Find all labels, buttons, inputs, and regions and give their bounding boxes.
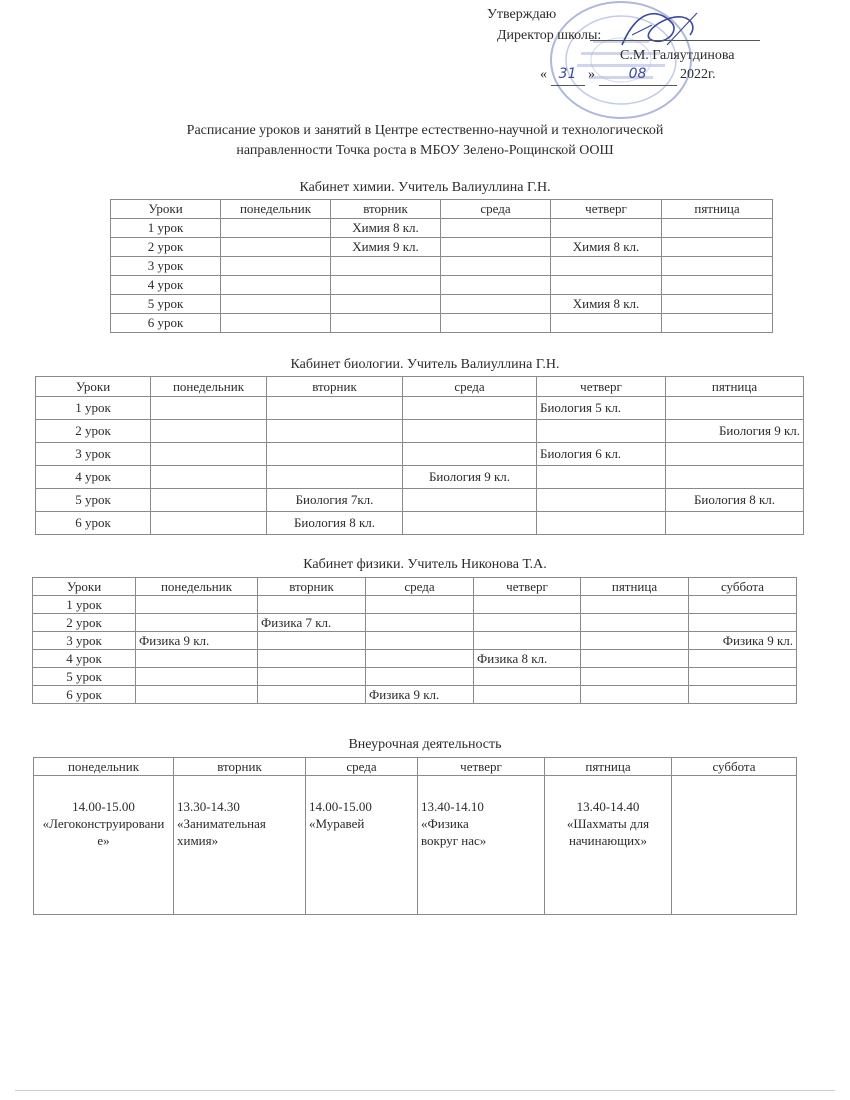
table-cell bbox=[267, 443, 403, 466]
table-cell bbox=[662, 314, 773, 333]
header-cell: четверг bbox=[537, 377, 666, 397]
table-cell bbox=[662, 257, 773, 276]
table-row bbox=[33, 668, 797, 686]
header-cell: вторник bbox=[331, 200, 441, 219]
table-cell: Биология 6 кл. bbox=[537, 443, 666, 466]
header-cell: Уроки bbox=[33, 578, 136, 596]
lesson-label: 5 урок bbox=[33, 668, 136, 686]
lesson-label: 2 урок bbox=[33, 614, 136, 632]
page-bottom-divider bbox=[15, 1090, 835, 1091]
activity-time: 13.40-14.40 bbox=[576, 799, 640, 814]
header-cell: среда bbox=[441, 200, 551, 219]
table-row bbox=[111, 219, 773, 238]
table-cell: Биология 9 кл. bbox=[666, 420, 804, 443]
lesson-label: 5 урок bbox=[36, 489, 151, 512]
table-cell bbox=[581, 650, 689, 668]
header-cell: понедельник bbox=[34, 758, 174, 776]
table-cell bbox=[331, 314, 441, 333]
document-title bbox=[0, 121, 850, 161]
activity-time: 13.30-14.30 bbox=[177, 799, 240, 814]
table-cell bbox=[136, 650, 258, 668]
table-cell bbox=[662, 276, 773, 295]
table-row bbox=[33, 614, 797, 632]
activity-time: 14.00-15.00 bbox=[309, 799, 372, 814]
table-row bbox=[34, 776, 797, 915]
table-cell bbox=[151, 489, 267, 512]
lesson-label: 4 урок bbox=[111, 276, 221, 295]
table-cell: Химия 8 кл. bbox=[551, 295, 662, 314]
table-cell bbox=[403, 512, 537, 535]
table-cell bbox=[331, 276, 441, 295]
date-day: 31 bbox=[551, 64, 585, 86]
table-row bbox=[36, 512, 804, 535]
table-cell: Биология 8 кл. bbox=[267, 512, 403, 535]
header-cell: пятница bbox=[545, 758, 672, 776]
table-cell bbox=[403, 489, 537, 512]
table-cell bbox=[136, 668, 258, 686]
table-cell: Биология 5 кл. bbox=[537, 397, 666, 420]
lesson-label: 4 урок bbox=[36, 466, 151, 489]
table-cell bbox=[258, 632, 366, 650]
lesson-label: 2 урок bbox=[36, 420, 151, 443]
lesson-label: 1 урок bbox=[111, 219, 221, 238]
header-cell: вторник bbox=[258, 578, 366, 596]
header-cell: суббота bbox=[689, 578, 797, 596]
title-line-1: Расписание уроков и занятий в Центре естественно-научной и технологической bbox=[186, 123, 664, 138]
table-row bbox=[33, 596, 797, 614]
activity-name: «Шахматы для начинающих» bbox=[566, 816, 650, 848]
table-cell: Физика 9 кл. bbox=[136, 632, 258, 650]
table-cell bbox=[267, 397, 403, 420]
table-cell bbox=[474, 614, 581, 632]
table-cell bbox=[662, 238, 773, 257]
table-row bbox=[36, 489, 804, 512]
table-cell bbox=[331, 295, 441, 314]
header-cell: среда bbox=[403, 377, 537, 397]
table-cell bbox=[151, 443, 267, 466]
table-cell bbox=[366, 650, 474, 668]
table-header-row bbox=[36, 377, 804, 397]
table-cell bbox=[441, 314, 551, 333]
table-row bbox=[33, 632, 797, 650]
table-cell: Физика 9 кл. bbox=[689, 632, 797, 650]
activity-name: «Физика вокруг нас» bbox=[421, 816, 487, 848]
table-cell bbox=[551, 257, 662, 276]
table-cell bbox=[666, 512, 804, 535]
activity-name: «Занимательная химия» bbox=[177, 816, 266, 848]
lesson-label: 1 урок bbox=[36, 397, 151, 420]
table-cell bbox=[537, 420, 666, 443]
table-cell bbox=[267, 420, 403, 443]
table-row bbox=[36, 420, 804, 443]
director-label: Директор школы: bbox=[497, 28, 602, 43]
table-row bbox=[36, 466, 804, 489]
table-cell bbox=[258, 686, 366, 704]
table-row bbox=[111, 276, 773, 295]
date-year: 2022г. bbox=[680, 67, 716, 82]
approval-date bbox=[540, 64, 762, 86]
table-cell bbox=[666, 443, 804, 466]
header-cell: понедельник bbox=[151, 377, 267, 397]
director-name: С.М. Галяутдинова bbox=[620, 48, 735, 63]
table-header-row bbox=[33, 578, 797, 596]
table-cell bbox=[689, 668, 797, 686]
table-cell bbox=[403, 443, 537, 466]
table-cell bbox=[689, 686, 797, 704]
biology-schedule-table bbox=[35, 376, 804, 535]
table-cell: Химия 9 кл. bbox=[331, 238, 441, 257]
lesson-label: 6 урок bbox=[111, 314, 221, 333]
activity-name: «Муравей bbox=[309, 816, 365, 831]
table-cell bbox=[258, 650, 366, 668]
table-row bbox=[111, 314, 773, 333]
title-line-2: направленности Точка роста в МБОУ Зелено-Рощинской ООШ bbox=[236, 143, 614, 158]
table-cell bbox=[258, 596, 366, 614]
table-cell bbox=[221, 219, 331, 238]
table-cell bbox=[581, 614, 689, 632]
header-cell: пятница bbox=[581, 578, 689, 596]
table-row bbox=[36, 443, 804, 466]
table-cell: Биология 7кл. bbox=[267, 489, 403, 512]
header-cell: четверг bbox=[474, 578, 581, 596]
table-cell bbox=[441, 276, 551, 295]
table-cell bbox=[581, 596, 689, 614]
lesson-label: 3 урок bbox=[33, 632, 136, 650]
table-cell bbox=[662, 295, 773, 314]
table-cell bbox=[136, 596, 258, 614]
table-cell: Химия 8 кл. bbox=[551, 238, 662, 257]
activity-cell bbox=[306, 776, 418, 915]
activity-cell bbox=[34, 776, 174, 915]
activity-cell bbox=[672, 776, 797, 915]
table-cell bbox=[151, 420, 267, 443]
table-cell: Биология 9 кл. bbox=[403, 466, 537, 489]
date-month: 08 bbox=[599, 64, 677, 86]
header-cell: Уроки bbox=[111, 200, 221, 219]
table-cell bbox=[366, 632, 474, 650]
table-cell bbox=[474, 596, 581, 614]
table-cell bbox=[221, 257, 331, 276]
header-cell: четверг bbox=[418, 758, 545, 776]
table-cell bbox=[537, 512, 666, 535]
table-cell bbox=[666, 397, 804, 420]
table-cell bbox=[581, 686, 689, 704]
table-row bbox=[111, 295, 773, 314]
table-cell bbox=[403, 420, 537, 443]
table-cell bbox=[221, 295, 331, 314]
table-cell bbox=[689, 614, 797, 632]
chemistry-schedule-table bbox=[110, 199, 773, 333]
table-cell bbox=[474, 686, 581, 704]
table-cell bbox=[551, 276, 662, 295]
activity-cell bbox=[174, 776, 306, 915]
activity-cell bbox=[418, 776, 545, 915]
lesson-label: 6 урок bbox=[33, 686, 136, 704]
table-cell bbox=[551, 219, 662, 238]
header-cell: суббота bbox=[672, 758, 797, 776]
table-cell: Биология 8 кл. bbox=[666, 489, 804, 512]
header-cell: вторник bbox=[267, 377, 403, 397]
table-cell bbox=[474, 632, 581, 650]
table-cell bbox=[366, 614, 474, 632]
header-cell: среда bbox=[306, 758, 418, 776]
table-row bbox=[36, 397, 804, 420]
table-row bbox=[33, 650, 797, 668]
table-cell bbox=[537, 489, 666, 512]
activity-name: «Легоконструирование» bbox=[42, 816, 165, 848]
header-cell: пятница bbox=[662, 200, 773, 219]
header-cell: пятница bbox=[666, 377, 804, 397]
table-cell bbox=[258, 668, 366, 686]
table-cell bbox=[366, 596, 474, 614]
table-cell bbox=[537, 466, 666, 489]
lesson-label: 3 урок bbox=[111, 257, 221, 276]
table-cell: Физика 8 кл. bbox=[474, 650, 581, 668]
header-cell: понедельник bbox=[221, 200, 331, 219]
activity-cell bbox=[545, 776, 672, 915]
signature-line bbox=[590, 40, 760, 41]
extracurricular-table bbox=[33, 757, 797, 915]
table-cell bbox=[221, 276, 331, 295]
table-cell bbox=[267, 466, 403, 489]
table-cell bbox=[581, 632, 689, 650]
date-close-quote: » bbox=[588, 67, 595, 82]
activity-time: 13.40-14.10 bbox=[421, 799, 484, 814]
table-cell bbox=[581, 668, 689, 686]
extracurricular-caption: Внеурочная деятельность bbox=[348, 737, 502, 752]
table-cell bbox=[662, 219, 773, 238]
lesson-label: 2 урок bbox=[111, 238, 221, 257]
table-cell bbox=[136, 614, 258, 632]
table-row bbox=[111, 257, 773, 276]
approval-heading: Утверждаю bbox=[487, 7, 557, 22]
header-cell: Уроки bbox=[36, 377, 151, 397]
biology-caption: Кабинет биологии. Учитель Валиуллина Г.Н. bbox=[290, 357, 560, 372]
lesson-label: 5 урок bbox=[111, 295, 221, 314]
activity-time: 14.00-15.00 bbox=[72, 799, 135, 814]
table-cell bbox=[474, 668, 581, 686]
header-cell: четверг bbox=[551, 200, 662, 219]
table-cell: Физика 9 кл. bbox=[366, 686, 474, 704]
table-cell bbox=[221, 238, 331, 257]
table-row bbox=[33, 686, 797, 704]
lesson-label: 1 урок bbox=[33, 596, 136, 614]
table-cell bbox=[331, 257, 441, 276]
table-cell: Химия 8 кл. bbox=[331, 219, 441, 238]
physics-caption: Кабинет физики. Учитель Никонова Т.А. bbox=[303, 557, 547, 572]
header-cell: вторник bbox=[174, 758, 306, 776]
table-cell: Физика 7 кл. bbox=[258, 614, 366, 632]
table-cell bbox=[221, 314, 331, 333]
physics-schedule-table bbox=[32, 577, 797, 704]
table-cell bbox=[689, 596, 797, 614]
table-cell bbox=[441, 295, 551, 314]
lesson-label: 4 урок bbox=[33, 650, 136, 668]
date-open-quote: « bbox=[540, 67, 547, 82]
table-header-row bbox=[111, 200, 773, 219]
table-cell bbox=[689, 650, 797, 668]
table-cell bbox=[441, 238, 551, 257]
table-cell bbox=[403, 397, 537, 420]
lesson-label: 6 урок bbox=[36, 512, 151, 535]
table-cell bbox=[151, 397, 267, 420]
header-cell: понедельник bbox=[136, 578, 258, 596]
table-row bbox=[111, 238, 773, 257]
lesson-label: 3 урок bbox=[36, 443, 151, 466]
table-cell bbox=[441, 219, 551, 238]
header-cell: среда bbox=[366, 578, 474, 596]
table-header-row bbox=[34, 758, 797, 776]
table-cell bbox=[366, 668, 474, 686]
table-cell bbox=[551, 314, 662, 333]
table-cell bbox=[666, 466, 804, 489]
chemistry-caption: Кабинет химии. Учитель Валиуллина Г.Н. bbox=[299, 180, 551, 195]
table-cell bbox=[441, 257, 551, 276]
table-cell bbox=[151, 512, 267, 535]
table-cell bbox=[136, 686, 258, 704]
table-cell bbox=[151, 466, 267, 489]
